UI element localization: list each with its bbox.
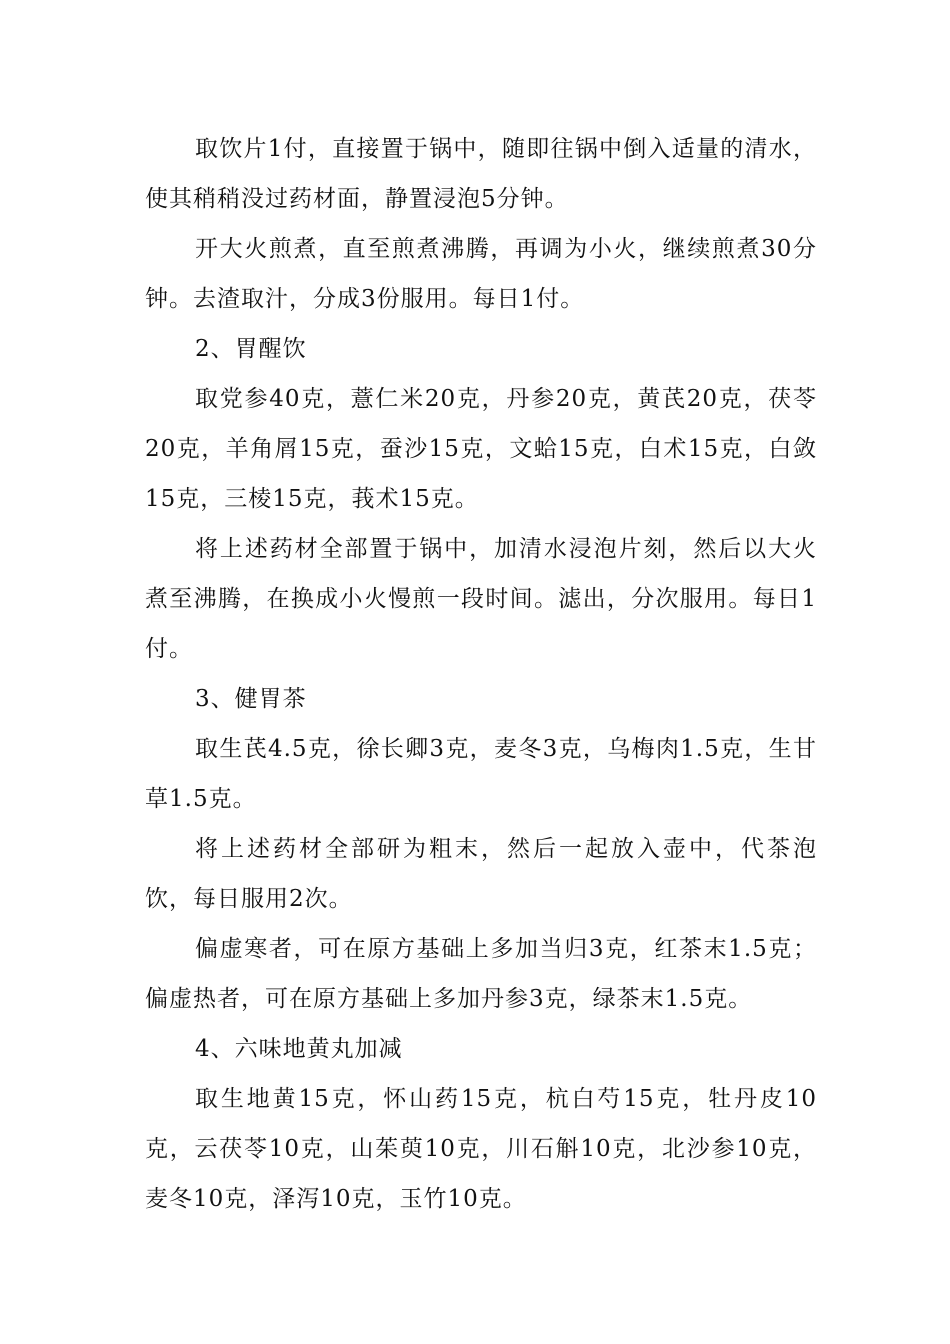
paragraph-liuwei-dihuang-ingredients: 取生地黄15克，怀山药15克，杭白芍15克，牡丹皮10克，云茯苓10克，山茱萸10克，川石斛10克，北沙参10克，麦冬10克，泽泻10克，玉竹10克。 (145, 1086, 817, 1212)
section-heading-jianweicha: 3、健胃茶 (195, 686, 307, 712)
paragraph-weixingyin-ingredients: 取党参40克，薏仁米20克，丹参20克，黄芪20克，茯苓20克，羊角屑15克，蚕沙15克，文蛤15克，白术15克，白敛15克，三棱15克，莪术15克。 (145, 386, 817, 512)
document-body (145, 124, 817, 1224)
section-heading-weixingyin: 2、胃醒饮 (195, 336, 307, 362)
paragraph-jianweicha-method: 将上述药材全部研为粗末，然后一起放入壶中，代茶泡饮，每日服用2次。 (145, 836, 817, 912)
paragraph-jianweicha-variations: 偏虚寒者，可在原方基础上多加当归3克，红茶末1.5克；偏虚热者，可在原方基础上多加丹参3克，绿茶末1.5克。 (145, 936, 817, 1012)
paragraph-boil-instructions: 开大火煎煮，直至煎煮沸腾，再调为小火，继续煎煮30分钟。去渣取汁，分成3份服用。每日1付。 (145, 236, 817, 312)
paragraph-weixingyin-method: 将上述药材全部置于锅中，加清水浸泡片刻，然后以大火煮至沸腾，在换成小火慢煎一段时间。滤出，分次服用。每日1付。 (145, 536, 817, 662)
paragraph-soak-instructions: 取饮片1付，直接置于锅中，随即往锅中倒入适量的清水，使其稍稍没过药材面，静置浸泡5分钟。 (145, 136, 817, 212)
paragraph-jianweicha-ingredients: 取生芪4.5克，徐长卿3克，麦冬3克，乌梅肉1.5克，生甘草1.5克。 (145, 736, 817, 812)
section-heading-liuwei-dihuang: 4、六味地黄丸加减 (195, 1036, 403, 1062)
